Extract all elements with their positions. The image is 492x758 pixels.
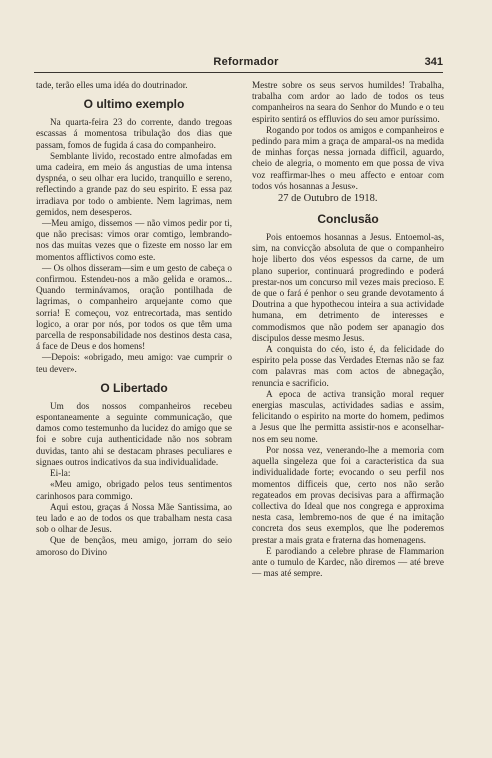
section-title-ultimo-exemplo: O ultimo exemplo: [83, 97, 185, 112]
paragraph: A epoca de activa transição moral requer energias masculas, actividades sadias e assim, felicitando o espirito na morte do homem, pedimos a Jesus que lhe permitta assistir-nos e aconselhar-nos em seu nome.: [252, 388, 444, 444]
journal-title: Reformador: [213, 56, 279, 68]
paragraph: —Meu amigo, dissemos — não vimos pedir por ti, que não precisas: vimos orar comtigo, lembrando-nos das muitas vezes que o fizeste em nosso lar em momentos afflictivos como este.: [36, 218, 232, 262]
left-column: [36, 80, 232, 558]
page-number: 341: [424, 56, 443, 68]
paragraph: Semblante livido, recostado entre almofadas em uma cadeira, em meio ás angustias de uma intensa dyspnéa, o seu olhar era lucido, tranquillo e sereno, reflectindo a grande paz do seu espirito. E essa paz irradiava por todo o ambiente. Nem lagrimas, nem gemidos, nem desesperos.: [36, 150, 232, 217]
page-header: [0, 56, 492, 72]
paragraph: — Os olhos disseram—sim e um gesto de cabeça o confirmou. Estendeu-nos a mão gelida e oramos... Quando terminávamos, oração pontilhada de lagrimas, o companheiro arquejante como que sorria! E começou, voz entrecortada, mas sentido logico, a orar por nós, por todos os que têm uma parcella de responsabilidade nos destinos desta casa, á face de Deus e dos homens!: [36, 262, 232, 352]
paragraph: Rogando por todos os amigos e companheiros e pedindo para mim a graça de amparal-os na medida de minhas forças nessa jornada difficil, aguardo, cheio de alegria, o momento em que possa de viva voz reaffirmar-lhes o meu affecto e entoar com todos vós hosannas a Jesus».: [252, 124, 444, 191]
paragraph: A conquista do céo, isto é, da felicidade do espirito pela posse das Verdades Eternas não se faz com palavras mas com actos de abnegação, renuncia e sacrificio.: [252, 344, 444, 388]
paragraph: Na quarta-feira 23 do corrente, dando tregoas escassas á momentosa tribulação dos dias que passam, fomos de fugida á casa do companheiro.: [36, 117, 232, 150]
paragraph: Por nossa vez, venerando-lhe a memoria com aquella singeleza que foi a caracteristica da sua individualidade forte; evocando o seu perfil nos momentos difficeis que, certo nos não serão regateados em provas decisivas para a affirmação collectiva do Ideal que nos congrega e approxima nesta casa, lembremo-nos de que é na imitação concreta dos seus exemplos, que lhe poderemos prestar a mais grata e fraterna das homenagens.: [252, 444, 444, 545]
section-title-conclusao: Conclusão: [317, 212, 379, 227]
right-column: [252, 80, 444, 579]
paragraph: E parodiando a celebre phrase de Flammarion ante o tumulo de Kardec, não diremos — até breve — mas até sempre.: [252, 545, 444, 579]
paragraph: Que de bençãos, meu amigo, jorram do seio amoroso do Divino: [36, 535, 232, 557]
continuation-text: Mestre sobre os seus servos humildes! Trabalha, trabalha com ardor ao lado de todos os teus companheiros na seara do Senhor do Mundo e o teu espirito sentirá os effluvios do seu amor puríssimo.: [252, 80, 444, 124]
paragraph: Um dos nossos companheiros recebeu espontaneamente a seguinte communicação, que damos como testemunho da lucidez do amigo que se foi e sobre cuja authenticidade não nos sobram duvidas, tanto ahi se destacam phrases peculiares e signaes outros indicativos da sua individualidade.: [36, 400, 232, 467]
section-title-libertado: O Libertado: [100, 380, 168, 395]
intro-text: tade, terão elles uma idéa do doutrinador.: [36, 80, 188, 90]
header-rule: [34, 72, 443, 73]
paragraph: Pois entoemos hosannas a Jesus. Entoemol-as, sim, na convicção absoluta de que o companheiro hoje liberto dos véos espessos da carne, de um plano superior, continuará progredindo e poderá prestar-nos um concurso mil vezes mais precioso. E de que o fará é penhor o seu grande devotamento á Doutrina a que hypothecou inteira a sua actividade humana, em detrimento de interesses e commodismos que não podem ser apanagio dos discipulos desse mesmo Jesus.: [252, 232, 444, 343]
paragraph: Ei-la:: [50, 468, 71, 479]
paragraph: Aqui estou, graças á Nossa Mãe Santissima, ao teu lado e ao de todos os que trabalham nesta casa sob o olhar de Jesus.: [36, 501, 232, 535]
paragraph: «Meu amigo, obrigado pelos teus sentimentos carinhosos para commigo.: [36, 479, 232, 501]
paragraph: —Depois: «obrigado, meu amigo: vae cumprir o teu dever».: [36, 352, 232, 374]
message-date: 27 de Outubro de 1918.: [278, 193, 378, 205]
